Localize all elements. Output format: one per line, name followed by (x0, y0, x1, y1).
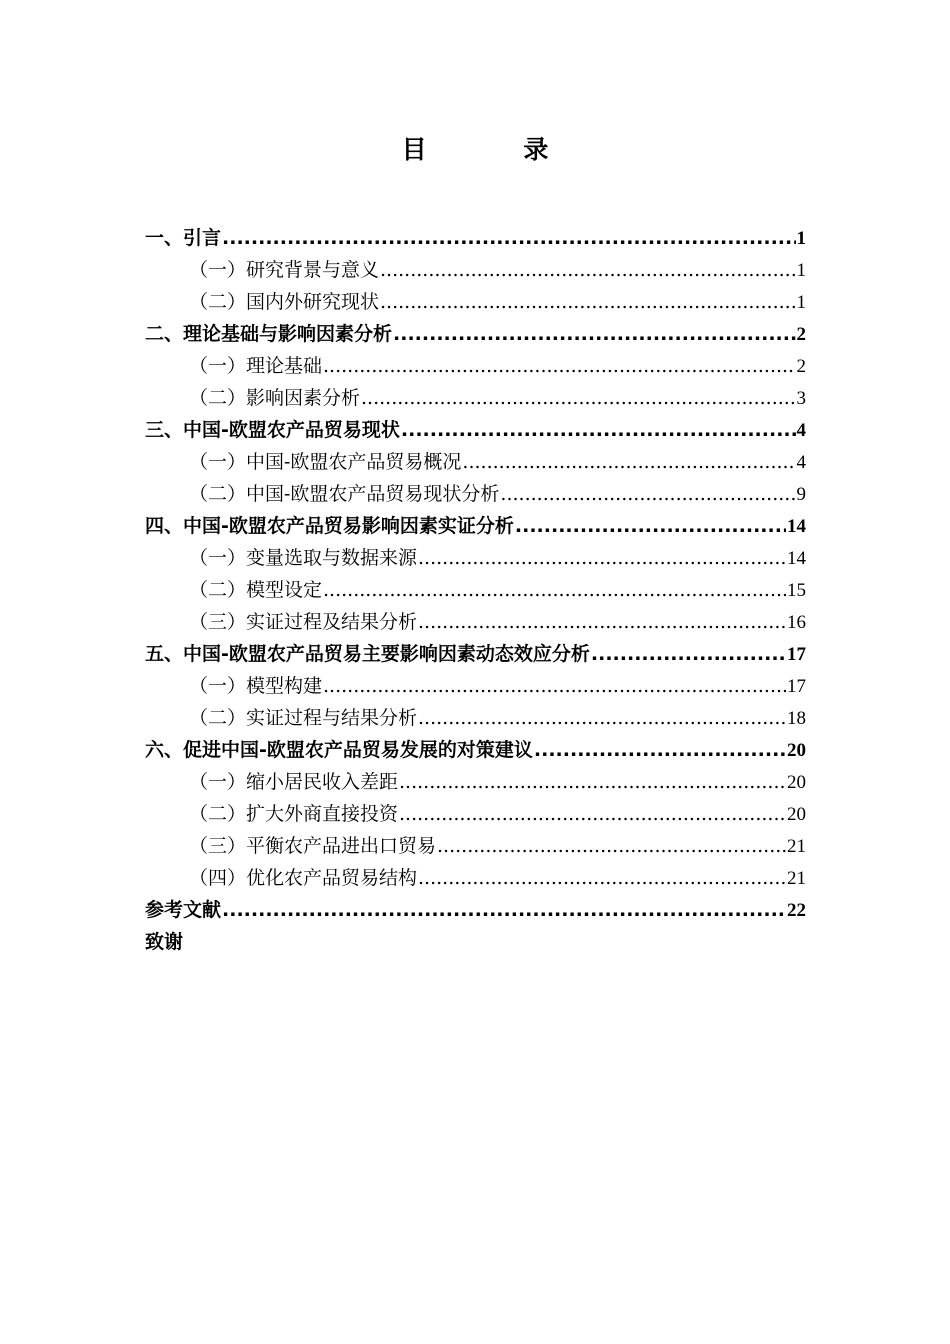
toc-entry-title: 五、中国-欧盟农产品贸易主要影响因素动态效应分析 (145, 643, 590, 665)
toc-dot-leader (393, 318, 795, 350)
toc-page-number: 17 (787, 676, 806, 697)
toc-chapter-entry[interactable] (145, 638, 806, 670)
toc-dot-leader (418, 862, 786, 894)
toc-entry-title: 三、中国-欧盟农产品贸易现状 (145, 419, 400, 441)
toc-dot-leader (534, 734, 786, 766)
toc-dot-leader (399, 798, 786, 830)
toc-chapter-entry[interactable] (145, 926, 806, 958)
toc-dot-leader (380, 286, 795, 318)
toc-entry-title: （二）扩大外商直接投资 (189, 803, 399, 825)
toc-section-entry[interactable] (145, 382, 806, 414)
toc-entry-title: 二、理论基础与影响因素分析 (145, 323, 393, 345)
toc-dot-leader (418, 542, 786, 574)
toc-dot-leader (361, 382, 795, 414)
toc-dot-leader (323, 350, 795, 382)
toc-entry-title: （二）影响因素分析 (189, 387, 361, 409)
toc-page-number: 20 (787, 772, 806, 793)
toc-page-number: 2 (796, 324, 806, 345)
toc-dot-leader (222, 894, 786, 926)
toc-page-number: 4 (796, 420, 806, 441)
toc-section-entry[interactable] (145, 542, 806, 574)
toc-entry-title: 一、引言 (145, 227, 222, 249)
toc-dot-leader (401, 414, 796, 446)
toc-entry-title: 四、中国-欧盟农产品贸易影响因素实证分析 (145, 515, 514, 537)
toc-dot-leader (418, 702, 786, 734)
toc-entry-title: 参考文献 (145, 899, 222, 921)
toc-page-number: 16 (787, 612, 806, 633)
toc-entry-title: （四）优化农产品贸易结构 (189, 867, 418, 889)
toc-section-entry[interactable] (145, 446, 806, 478)
toc-entry-title: （二）模型设定 (189, 579, 323, 601)
toc-page-number: 18 (787, 708, 806, 729)
toc-dot-leader (323, 670, 786, 702)
toc-dot-leader (437, 830, 786, 862)
toc-page-number: 14 (787, 548, 806, 569)
toc-section-entry[interactable] (145, 254, 806, 286)
toc-section-entry[interactable] (145, 862, 806, 894)
toc-entry-title: （二）实证过程与结果分析 (189, 707, 418, 729)
toc-page-number: 14 (787, 516, 806, 537)
toc-chapter-entry[interactable] (145, 222, 806, 254)
toc-entry-title: （三）平衡农产品进出口贸易 (189, 835, 437, 857)
toc-page-number: 3 (796, 388, 806, 409)
toc-entry-title: （二）国内外研究现状 (189, 291, 380, 313)
toc-dot-leader (222, 222, 795, 254)
toc-page-number: 9 (796, 484, 806, 505)
toc-entry-title: （一）模型构建 (189, 675, 323, 697)
toc-dot-leader (591, 638, 786, 670)
toc-section-entry[interactable] (145, 766, 806, 798)
toc-entry-title: （三）实证过程及结果分析 (189, 611, 418, 633)
toc-dot-leader (323, 574, 786, 606)
toc-page-number: 21 (787, 868, 806, 889)
toc-entry-title: （二）中国-欧盟农产品贸易现状分析 (189, 483, 500, 505)
toc-entry-title: （一）变量选取与数据来源 (189, 547, 418, 569)
toc-chapter-entry[interactable] (145, 510, 806, 542)
toc-dot-leader (380, 254, 795, 286)
page-title: 目 录 (401, 135, 593, 164)
toc-chapter-entry[interactable] (145, 734, 806, 766)
toc-dot-leader (399, 766, 786, 798)
toc-entry-title: （一）理论基础 (189, 355, 323, 377)
toc-dot-leader (500, 478, 795, 510)
toc-section-entry[interactable] (145, 830, 806, 862)
toc-page-number: 20 (787, 740, 806, 761)
toc-page-number: 15 (787, 580, 806, 601)
toc-entry-title: 六、促进中国-欧盟农产品贸易发展的对策建议 (145, 739, 533, 761)
toc-entry-title: （一）研究背景与意义 (189, 259, 380, 281)
toc-dot-leader (462, 446, 795, 478)
toc-chapter-entry[interactable] (145, 318, 806, 350)
toc-page-number: 20 (787, 804, 806, 825)
toc-section-entry[interactable] (145, 670, 806, 702)
toc-chapter-entry[interactable] (145, 414, 806, 446)
toc-section-entry[interactable] (145, 286, 806, 318)
toc-page-number: 4 (796, 452, 806, 473)
toc-entry-title: （一）缩小居民收入差距 (189, 771, 399, 793)
toc-dot-leader (418, 606, 786, 638)
toc-section-entry[interactable] (145, 574, 806, 606)
toc-page-number: 17 (787, 644, 806, 665)
toc-section-entry[interactable] (145, 606, 806, 638)
toc-entry-title: 致谢 (145, 931, 184, 953)
toc-page-number: 1 (796, 260, 806, 281)
toc-chapter-entry[interactable] (145, 894, 806, 926)
toc-page-number: 1 (796, 292, 806, 313)
toc-page-number: 1 (796, 228, 806, 249)
toc-section-entry[interactable] (145, 350, 806, 382)
toc-entry-title: （一）中国-欧盟农产品贸易概况 (189, 451, 462, 473)
toc-page-number: 22 (787, 900, 806, 921)
toc-page-number: 2 (796, 356, 806, 377)
toc-section-entry[interactable] (145, 702, 806, 734)
toc-section-entry[interactable] (145, 798, 806, 830)
toc-dot-leader (515, 510, 786, 542)
toc-section-entry[interactable] (145, 478, 806, 510)
toc-page-number: 21 (787, 836, 806, 857)
table-of-contents (145, 222, 806, 958)
